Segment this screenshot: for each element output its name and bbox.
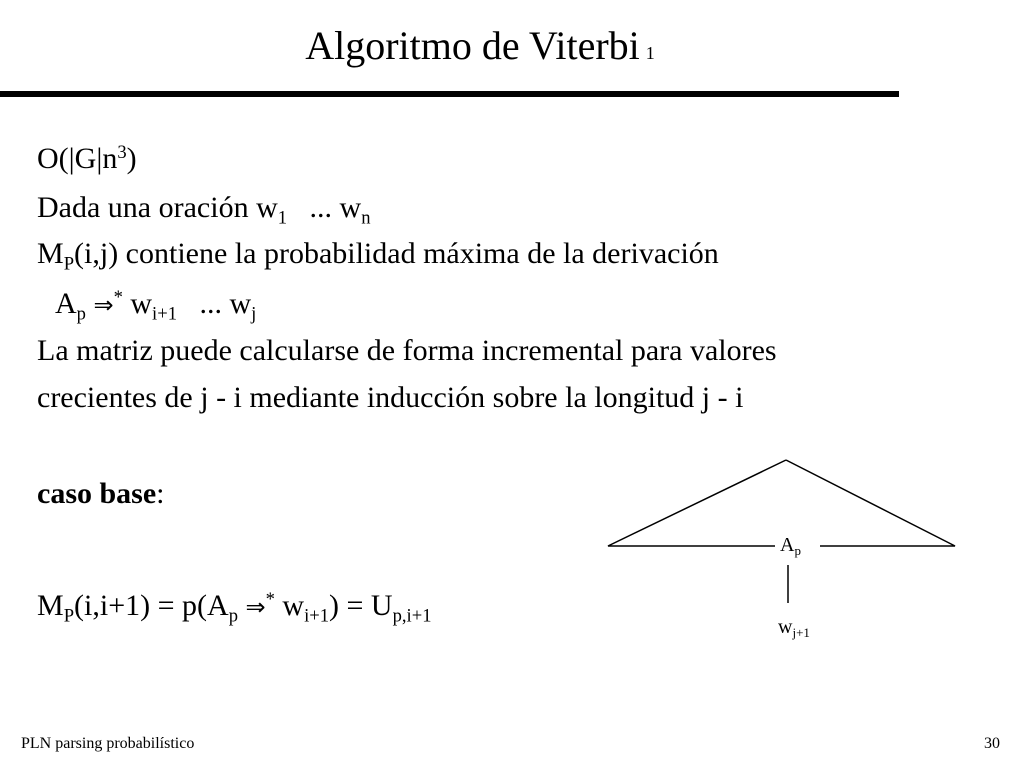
tree-triangle-right (786, 460, 955, 546)
matrix-line-1: La matriz puede calcularse de forma incremental para valores (37, 334, 777, 367)
formula-u-sub: p,i+1 (392, 605, 432, 627)
derivation-line (55, 286, 256, 323)
formula-w: w (274, 589, 305, 622)
derivation-j-sub: j (251, 303, 257, 325)
slide-title-text: Algoritmo de Viterbi (305, 23, 640, 68)
sentence-line (37, 190, 371, 229)
mp-definition-line (37, 236, 719, 275)
tree-root-label: $A_p$ (780, 534, 801, 558)
complexity-text: O(|G|n (37, 142, 118, 175)
formula-equals-u: ) = U (329, 589, 393, 622)
sentence-ellipsis: ... w (287, 191, 362, 224)
derivation-w-sub: i+1 (152, 303, 177, 325)
sentence-sub-1: 1 (277, 207, 288, 229)
sentence-sub-n: n (361, 207, 371, 229)
sentence-text: Dada una oración w (37, 191, 278, 224)
derivation-w: w (122, 287, 153, 320)
tree-leaf-label: $w_{j+1}$ (778, 616, 810, 640)
tree-triangle-left (608, 460, 786, 546)
derivation-star: * (113, 286, 123, 308)
slide-title-number: 1 (645, 43, 655, 63)
derivation-a: A (55, 287, 77, 320)
footer-title: PLN parsing probabilístico (21, 735, 195, 752)
slide-title (0, 22, 960, 77)
mp-subscript: P (63, 253, 75, 275)
complexity-line (37, 141, 137, 177)
base-case-heading (37, 476, 165, 512)
formula-w-sub: i+1 (304, 605, 330, 627)
title-rule (0, 91, 899, 97)
complexity-exponent: 3 (117, 141, 127, 163)
formula-implies-arrow-icon: ⇒ (245, 593, 266, 621)
base-case-formula (37, 588, 432, 625)
formula-part-1: (i,i+1) = p(A (74, 589, 229, 622)
base-case-label: caso base (37, 477, 157, 510)
formula-m-sub: P (63, 605, 75, 627)
complexity-close: ) (126, 142, 137, 175)
mp-definition-text: (i,j) contiene la probabilidad máxima de la derivación (74, 237, 719, 270)
base-case-colon: : (156, 477, 165, 510)
implies-arrow-icon: ⇒ (93, 291, 114, 319)
parse-tree-diagram (600, 455, 970, 655)
formula-a-sub: p (228, 605, 238, 627)
formula-star: * (265, 588, 275, 610)
mp-symbol: M (37, 237, 64, 270)
formula-m: M (37, 589, 64, 622)
derivation-a-sub: p (76, 303, 86, 325)
page-number: 30 (984, 735, 1000, 752)
matrix-line-2: crecientes de j - i mediante inducción sobre la longitud j - i (37, 381, 744, 414)
derivation-ellipsis: ... w (177, 287, 252, 320)
